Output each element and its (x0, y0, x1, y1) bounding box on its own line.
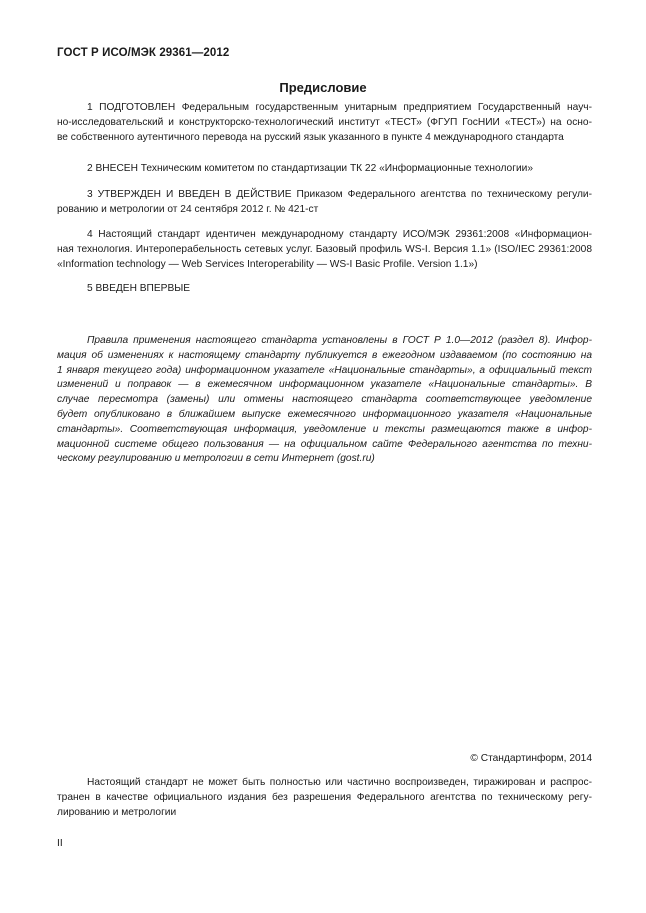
item-4-line: «Information technology — Web Services Interoperability — WS-I Basic Profile. Version 1.1») (57, 258, 478, 270)
notice-line: 1 января текущего года) информационном указателе «Национальные стандарты», а официальный текст (57, 364, 592, 376)
notice-block (57, 334, 592, 467)
notice-line: стандарты». Соответствующая информация, уведомление и тексты размещаются также в инфор- (57, 423, 592, 435)
reproduction-line: лированию и метрологии (57, 806, 177, 818)
reproduction-notice (57, 776, 592, 820)
item-1 (57, 101, 592, 145)
item-3-line: рованию и метрологии от 24 сентября 2012 г. № 421-ст (57, 203, 319, 215)
notice-line: мационной системе общего пользования — на официальном сайте Федерального агентства по техни- (57, 438, 592, 450)
notice-line: изменений и поправок — в ежемесячном информационном указателе «Национальные стандарты». В (57, 379, 592, 391)
item-4 (57, 228, 592, 272)
page-title: Предисловие (279, 80, 367, 95)
notice-line: случае пересмотра (замены) или отмены настоящего стандарта соответствующее уведомление (57, 394, 592, 406)
item-1-line: ве собственного аутентичного перевода на русский язык указанного в пункте 4 международного стандарта (57, 131, 564, 143)
reproduction-line: транен в качестве официального издания без разрешения Федерального агентства по техническому регу- (57, 791, 592, 803)
item-3 (57, 188, 592, 218)
standard-code: ГОСТ Р ИСО/МЭК 29361—2012 (57, 47, 230, 59)
notice-line: будет опубликовано в ближайшем выпуске ежемесячного информационного указателя «Национальные (57, 408, 592, 420)
item-5-line: 5 ВВЕДЕН ВПЕРВЫЕ (87, 283, 191, 294)
notice-line: Правила применения настоящего стандарта установлены в ГОСТ Р 1.0—2012 (раздел 8). Инфор- (87, 335, 592, 346)
notice-line: ческому регулированию и метрологии в сети Интернет (gost.ru) (57, 453, 375, 465)
item-2-line: 2 ВНЕСЕН Техническим комитетом по стандартизации ТК 22 «Информационные технологии» (87, 163, 533, 174)
reproduction-line: Настоящий стандарт не может быть полностью или частично воспроизведен, тиражирован и распрос- (87, 777, 592, 788)
item-2 (57, 162, 592, 177)
item-3-line: 3 УТВЕРЖДЕН И ВВЕДЕН В ДЕЙСТВИЕ Приказом Федерального агентства по техническому регули- (87, 189, 592, 200)
item-1-line: 1 ПОДГОТОВЛЕН Федеральным государственным унитарным предприятием Государственный науч- (87, 102, 592, 113)
item-4-line: ная технология. Интероперабельность сетевых услуг. Базовый профиль WS-I. Версия 1.1» (ISO/IEC 29361:2008 (57, 243, 592, 255)
notice-line: мация об изменениях к настоящему стандарту публикуется в ежегодном издаваемом (по состоянию на (57, 349, 592, 361)
copyright: © Стандартинформ, 2014 (470, 753, 592, 764)
page-number: II (57, 838, 63, 849)
item-5 (57, 282, 592, 297)
item-1-line: но-исследовательский и конструкторско-технологический институт «ТЕСТ» (ФГУП ГосНИИ «ТЕСТ») на осно- (57, 116, 592, 128)
item-4-line: 4 Настоящий стандарт идентичен международному стандарту ИСО/МЭК 29361:2008 «Информацион- (87, 229, 592, 240)
